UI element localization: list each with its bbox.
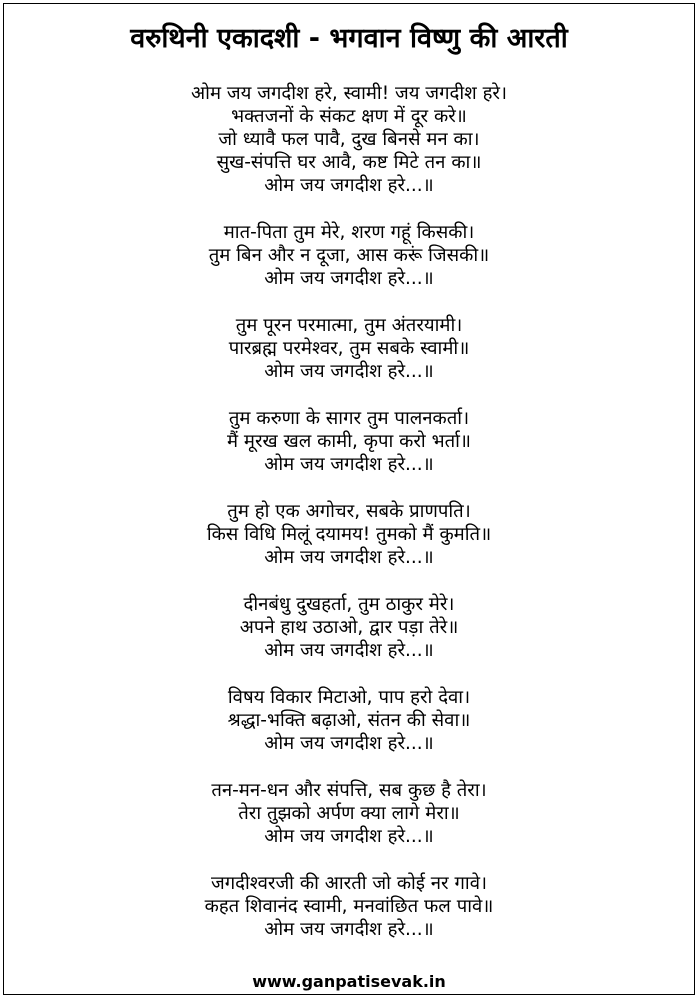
verse-line: मैं मूरख खल कामी, कृपा करो भर्ता॥ xyxy=(226,431,472,452)
verse-line: तेरा तुझको अर्पण क्या लागे मेरा॥ xyxy=(238,803,460,824)
verse-line: तन-मन-धन और संपत्ति, सब कुछ है तेरा। xyxy=(211,780,487,801)
page-title: वरुथिनी एकादशी - भगवान विष्णु की आरती xyxy=(130,23,568,54)
verse-line: जो ध्यावै फल पावै, दुख बिनसे मन का। xyxy=(218,129,480,150)
verse-line: किस विधि मिलूं दयामय! तुमको मैं कुमति॥ xyxy=(206,524,492,545)
verse-line: अपने हाथ उठाओ, द्वार पड़ा तेरे॥ xyxy=(239,617,459,638)
refrain-line: ओम जय जगदीश हरे...॥ xyxy=(264,175,434,196)
stanza xyxy=(4,593,694,662)
aarti-page xyxy=(3,3,695,995)
stanza xyxy=(4,314,694,383)
stanza xyxy=(4,872,694,941)
verse-line: जगदीश्वरजी की आरती जो कोई नर गावे। xyxy=(210,873,488,894)
verse-line: तुम पूरन परमात्मा, तुम अंतरयामी। xyxy=(235,315,463,336)
verse-line: पारब्रह्म परमेश्वर, तुम सबके स्वामी॥ xyxy=(228,338,470,359)
stanza xyxy=(4,407,694,476)
stanza xyxy=(4,500,694,569)
verse-line: ओम जय जगदीश हरे, स्वामी! जय जगदीश हरे। xyxy=(191,83,507,104)
stanza xyxy=(4,779,694,848)
refrain-line: ओम जय जगदीश हरे...॥ xyxy=(264,268,434,289)
refrain-line: ओम जय जगदीश हरे...॥ xyxy=(264,640,434,661)
verse-line: सुख-संपत्ति घर आवै, कष्ट मिटे तन का॥ xyxy=(216,152,482,173)
website-footer: www.ganpatisevak.in xyxy=(252,972,446,991)
verses-container xyxy=(4,82,694,965)
refrain-line: ओम जय जगदीश हरे...॥ xyxy=(264,919,434,940)
verse-line: तुम बिन और न दूजा, आस करूं जिसकी॥ xyxy=(208,245,490,266)
refrain-line: ओम जय जगदीश हरे...॥ xyxy=(264,733,434,754)
refrain-line: ओम जय जगदीश हरे...॥ xyxy=(264,547,434,568)
stanza xyxy=(4,82,694,197)
refrain-line: ओम जय जगदीश हरे...॥ xyxy=(264,826,434,847)
refrain-line: ओम जय जगदीश हरे...॥ xyxy=(264,361,434,382)
verse-line: भक्तजनों के संकट क्षण में दूर करे॥ xyxy=(231,106,467,127)
stanza xyxy=(4,221,694,290)
verse-line: कहत शिवानंद स्वामी, मनवांछित फल पावे॥ xyxy=(204,896,494,917)
verse-line: तुम हो एक अगोचर, सबके प्राणपति। xyxy=(227,501,471,522)
verse-line: तुम करुणा के सागर तुम पालनकर्ता। xyxy=(228,408,470,429)
refrain-line: ओम जय जगदीश हरे...॥ xyxy=(264,454,434,475)
verse-line: श्रद्धा-भक्ति बढ़ाओ, संतन की सेवा॥ xyxy=(227,710,471,731)
verse-line: मात-पिता तुम मेरे, शरण गहूं किसकी। xyxy=(223,222,475,243)
verse-line: दीनबंधु दुखहर्ता, तुम ठाकुर मेरे। xyxy=(243,594,455,615)
verse-line: विषय विकार मिटाओ, पाप हरो देवा। xyxy=(227,687,471,708)
stanza xyxy=(4,686,694,755)
